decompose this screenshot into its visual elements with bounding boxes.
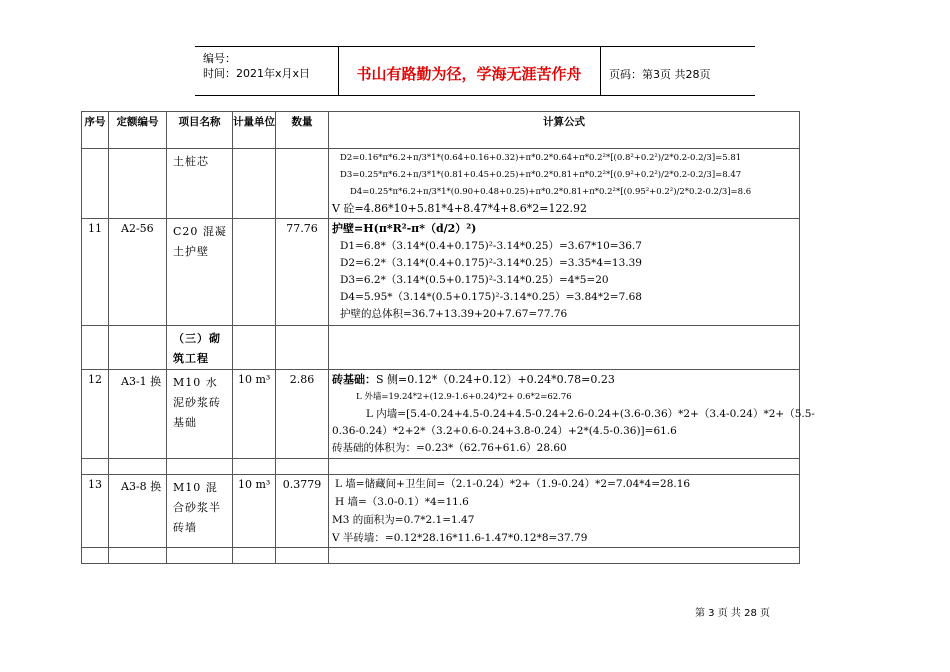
formula-line: D2=0.16*π*6.2+π/3*1*(0.64+0.16+0.32)+π*0.2*0.64+π*0.2²*[(0.8²+0.2²)/2*0.2-0.2/3]=5.81	[340, 153, 742, 163]
item-name: M10 水泥砂浆砖基础	[167, 370, 233, 459]
formula-line: D2=6.2*（3.14*(0.4+0.175)²-3.14*0.25）=3.35*4=13.39	[340, 257, 642, 269]
formula-line: D3=0.25*π*6.2+π/3*1*(0.81+0.45+0.25)+π*0.2*0.81+π*0.2²*[(0.9²+0.2²)/2*0.2-0.2/3]=8.47	[340, 170, 742, 180]
formula-line: D1=6.8*（3.14*(0.4+0.175)²-3.14*0.25）=3.67*10=36.7	[340, 240, 642, 252]
unit: 10 m³	[233, 475, 276, 548]
formula-cell	[329, 370, 815, 459]
formula-line: 护壁的总体积=36.7+13.39+20+7.67=77.76	[340, 308, 568, 320]
calculation-table	[81, 111, 815, 564]
formula-cell	[329, 149, 800, 219]
header-motto: 书山有路勤为径，学海无涯苦作舟	[356, 65, 582, 83]
formula-line: D3=6.2*（3.14*(0.5+0.175)²-3.14*0.25）=4*5=20	[340, 274, 609, 286]
formula-line: V 砼=4.86*10+5.81*4+8.47*4+8.6*2=122.92	[332, 202, 587, 215]
header-divider	[600, 47, 601, 95]
col-header-qty: 数量	[276, 112, 329, 149]
col-header-no: 序号	[82, 112, 109, 149]
col-header-name: 项目名称	[167, 112, 233, 149]
formula-line: D4=5.95*（3.14*(0.5+0.175)²-3.14*0.25）=3.84*2=7.68	[340, 291, 642, 303]
formula-line: M3 的面积为=0.7*2.1=1.47	[332, 514, 475, 526]
page-header	[195, 46, 755, 96]
header-page-info: 页码：第3页 共28页	[609, 68, 711, 81]
item-name: C20 混凝土护壁	[167, 219, 233, 326]
formula-line: L 外墙=19.24*2+(12.9-1.6+0.24)*2+ 0.6*2=62.76	[356, 392, 572, 402]
table-row	[82, 548, 800, 564]
table-row	[82, 219, 800, 326]
col-header-formula: 计算公式	[329, 112, 800, 149]
table-row	[82, 459, 800, 475]
formula-line: V 半砖墙：=0.12*28.16*11.6-1.47*0.12*8=37.79	[332, 532, 588, 544]
formula-cell	[329, 475, 800, 548]
formula-cell	[329, 219, 800, 326]
col-header-unit: 计量单位	[233, 112, 276, 149]
number-label: 编号：	[203, 52, 236, 65]
table-row	[82, 475, 800, 548]
section-title: （三）砌筑工程	[167, 326, 233, 370]
row-number: 11	[82, 219, 109, 326]
row-number: 12	[82, 370, 109, 459]
quantity: 2.86	[276, 370, 329, 459]
formula-line: L 内墙=[5.4-0.24+4.5-0.24+4.5-0.24+2.6-0.24+(3.6-0.36）*2+（3.4-0.24）*2+（5.5-	[366, 408, 815, 420]
item-name: 土桩芯	[167, 149, 233, 219]
quantity: 0.3779	[276, 475, 329, 548]
time-label: 时间：2021年x月x日	[203, 67, 311, 80]
quantity: 77.76	[276, 219, 329, 326]
unit: 10 m³	[233, 370, 276, 459]
quota-code: A2-56	[109, 219, 167, 326]
row-number: 13	[82, 475, 109, 548]
header-meta	[203, 51, 310, 81]
formula-title: 砖基础：S 侧=0.12*（0.24+0.12）+0.24*0.78=0.23	[332, 373, 615, 386]
formula-line: D4=0.25*π*6.2+π/3*1*(0.90+0.48+0.25)+π*0.2*0.81+π*0.2²*[(0.95²+0.2²)/2*0.2-0.2/3]=8.6	[350, 187, 752, 197]
unit	[233, 219, 276, 326]
page-footer: 第 3 页 共 28 页	[695, 608, 770, 619]
formula-line: L 墙=储藏间+卫生间=（2.1-0.24）*2+（1.9-0.24）*2=7.04*4=28.16	[335, 478, 691, 490]
formula-line: 0.36-0.24）*2+2*（3.2+0.6-0.24+3.8-0.24）+2*(4.5-0.36)]=61.6	[332, 425, 677, 437]
table-row	[82, 149, 800, 219]
section-row	[82, 326, 800, 370]
quota-code: A3-8 换	[109, 475, 167, 548]
item-name: M10 混合砂浆半砖墙	[167, 475, 233, 548]
formula-line: 砖基础的体积为：=0.23*（62.76+61.6）28.60	[332, 442, 567, 454]
table-row	[82, 370, 800, 459]
formula-title: 护壁=H(π*R²-π*（d/2）²)	[332, 222, 477, 235]
col-header-code: 定额编号	[109, 112, 167, 149]
formula-line: H 墙=（3.0-0.1）*4=11.6	[335, 496, 469, 508]
quota-code: A3-1 换	[109, 370, 167, 459]
table-header-row	[82, 112, 800, 149]
